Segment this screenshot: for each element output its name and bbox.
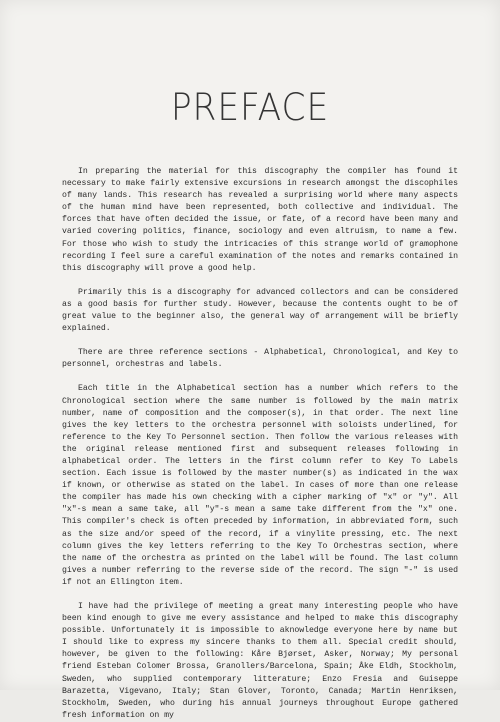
paragraph-acknowledgements: I have had the privilege of meeting a great many interesting people who have been kind enough to give me every assistance and helped to make this discography possible. Unfortunately it is impossible to aknowledge everyone here by name but I should like to express my sincere thanks to them all. Special credit should, however, be given to the following: Kåre Bjørset, Asker, Norway; My personal friend Esteban Colomer Brossa, Granollers/Barcelona, Spain; Åke Eldh, Stockholm, Sweden, who supplied contemporary litterature; Enzo Fresia and Guiseppe Barazetta, Vigevano, Italy; Stan Glover, Toronto, Canada; Martin Henriksen, Stockholm, Sweden, who during his annual journeys throughout Europe gathered fresh information on my <box>62 602 458 720</box>
paragraph-arrangement: Each title in the Alphabetical section has a number which refers to the Chronological section where the same number is followed by the main matrix number, name of composition and the composer(s), in that order. The next line gives the key letters to the orchestra personnel with soloists underlined, for reference to the Key To Personnel section. Then follow the various releases with the original release mentioned first and subsequent releases following in alphabetical order. The letters in the first column refer to Key To Labels section. Each issue is followed by the master number(s) as indicated in the wax if known, or otherwise as stated on the label. In cases of more than one release the compiler has made his own checking with a cipher marking of "x" or "y". All "x"-s mean a same take, all "y"-s mean a same take different from the "x" one. This compiler's check is often preceded by information, in abbreviated form, such as the size and/or speed of the record, if a vinylite pressing, etc. The next column gives the key letters referring to the Key To Orchestras section, where the name of the orchestra as printed on the label will be found. The last column gives a number referring to the reverse side of the record. The sign "-" is used if not an Ellington item. <box>62 384 458 587</box>
page-title: PREFACE <box>170 86 330 129</box>
paragraph-sections: There are three reference sections - Alphabetical, Chronological, and Key to personnel, orchestras and labels. <box>62 348 458 370</box>
paragraph-research: In preparing the material for this discography the compiler has found it necessary to make fairly extensive excursions in research amongst the discophiles of many lands. This research has revealed a surprising world where many aspects of the human mind have been represented, both collective and individual. The forces that have often decided the issue, or fate, of a record have been many and varied covering politics, finance, sociology and even altruism, to name a few. For those who wish to study the intricacies of this strange world of gramophone recording I feel sure a careful examination of the notes and remarks contained in this discography will prove a good help. <box>62 167 458 273</box>
preface-body <box>62 166 458 722</box>
paragraph-purpose: Primarily this is a discography for advanced collectors and can be considered as a good basis for further study. However, because the contents ought to be of great value to the beginner also, the general way of arrangement will be briefly explained. <box>62 287 458 334</box>
